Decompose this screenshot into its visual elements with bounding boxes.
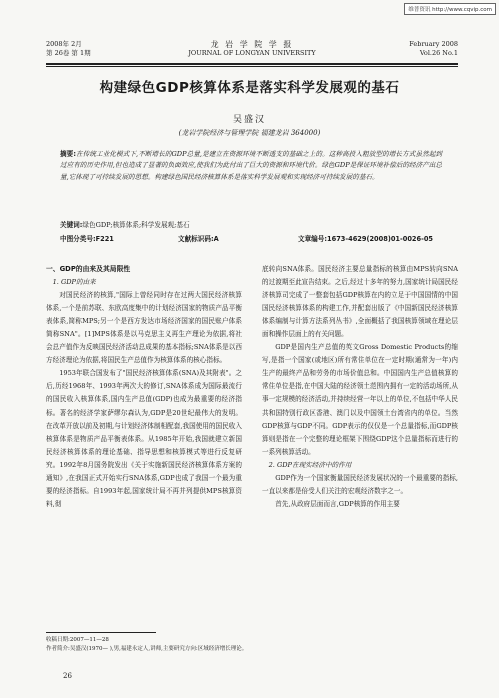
abstract-label: 摘要:	[60, 150, 76, 158]
section-heading: 一、GDP的由来及其局限性	[46, 265, 131, 273]
header-rule-thin	[46, 66, 458, 67]
author-name: 吴盛汉	[232, 115, 266, 125]
left-column	[46, 263, 242, 511]
paragraph: 对国民经济的核算,"国际上曾经同时存在过两大国民经济核算体系,一个是前苏联、东欧高度集中的计划经济国家的物质产品平衡表体系,简称MPS;另一个是西方发达市场经济国家的国民账户体系简称SNA"。[1]MPS体系是以马克思主义再生产理论为依据,将社会总产值作为反映国民经济活动总成果的基本指标;SNA体系是以西方经济理论为依据,将国民生产总值作为核算体系的核心指标。	[46, 291, 242, 365]
paragraph: 底转向SNA体系。国民经济主要总量指标的核算由MPS转向SNA的过渡期至此宣告结束。之后,经过十多年的努力,国家统计局国民经济核算司完成了一整套包括GDP核算在内的立足于中国国情的中国国民经济核算体系的构建工作,并配套出版了《中国新国民经济核算体系编制与计算方法系列丛书》,全面概括了我国核算领域在理论层面和操作层面上的有关问题。	[262, 265, 458, 339]
page-number: 26	[63, 672, 72, 680]
paragraph: GDP作为一个国家衡量国民经济发展状况的一个最重要的指标,一直以来都是倍受人们关注的宏观经济数字之一。	[262, 473, 458, 495]
footnote-rule	[46, 632, 156, 633]
document-code: 文献标识码:A	[178, 235, 219, 243]
keywords-text: 绿色GDP;核算体系;科学发展观;基石	[82, 221, 190, 229]
author-bio: 作者简介:吴盛汉(1970— ),男,福建永定人,讲师,主要研究方向:区域经济增长理论。	[46, 646, 248, 652]
footnotes	[46, 636, 346, 654]
header-rule-thick	[46, 63, 458, 65]
abstract	[60, 149, 442, 183]
author-affiliation: (龙岩学院经济与管理学院 福建龙岩 364000)	[178, 129, 321, 137]
header-issue: 2008年 2月 第 26卷 第 1期	[46, 40, 91, 57]
clc-number: 中图分类号:F221	[60, 235, 114, 243]
article-number: 文章编号:1673-4629(2008)01-0026-05	[298, 235, 434, 243]
journal-header	[46, 40, 458, 62]
subsection-heading: 1. GDP的由来	[52, 278, 96, 287]
subsection-heading: 2. GDP在现实经济中的作用	[268, 460, 352, 469]
paragraph: 首先,从政府层面而言,GDP核算的作用主要	[275, 499, 400, 508]
abstract-text: 在传统工业化模式下,不断增长的GDP总量,是建立在资源环境不断透支的基础之上的。这种高投入粗放型的增长方式虽然起到过应有的历史作用,但也造成了显著的负面效应,使我们为此付出了巨大的资源和环境代价。绿色GDP是保证环境补偿后的经济产出总量,它体现了可持续发展的思想。构建绿色国民经济核算体系是落实科学发展观和实现经济可持续发展的基石。	[60, 150, 442, 181]
header-journal-name: 龙 岩 学 院 学 报 JOURNAL OF LONGYAN UNIVERSITY	[188, 40, 316, 57]
paragraph: 1953年联合国发布了"国民经济核算体系(SNA)及其附表"。之后,历经1968年、1993年两次大的修订,SNA体系成为国际最流行的国民收入核算体系,国内生产总值(GDP)也成为最重要的经济指标。著名的经济学家萨缪尔森认为,GDP是20世纪最伟大的发明。在改革开放以前及初期,与计划经济体制相配套,我国使用的国民收入核算体系是物质产品平衡表体系。从1985年开始,我国就建立新国民经济核算体系的理论基础、指导思想和核算模式等进行反复研究。1992年8月国务院发出《关于实施新国民经济核算体系方案的通知》,在我国正式开始实行SNA体系,GDP也成了我国一个最为重要的经济指标。自1993年起,国家统计局不再并列提供MPS核算资料,彻	[46, 369, 242, 508]
keywords-label: 关键词:	[60, 221, 83, 229]
header-date: February 2008 Vol.26 No.1	[409, 40, 458, 57]
keywords	[60, 219, 442, 229]
article-meta	[60, 233, 442, 243]
article-title: 构建绿色GDP核算体系是落实科学发展观的基石	[99, 80, 400, 96]
paragraph: GDP是国内生产总值的英文Gross Domestic Products的缩写,是指一个国家(或地区)所有常住单位在一定时期(通常为一年)内生产的最终产品和劳务的市场价值总和。中国国内生产总值核算的常住单位是指,在中国大陆的经济领土范围内拥有一定的活动场所,从事一定规模的经济活动,并持续经营一年以上的单位,不包括中华人民共和国特别行政区香港、澳门以及中国领土台湾省内的单位。当然GDP核算与GDP不同。GDP表示的仅仅是一个总量指标,而GDP核算则是指在一个完整的理论框架下围绕GDP这个总量指标而进行的一系列核算活动。	[262, 343, 458, 456]
watermark: 维普资讯 http://www.cqvip.com	[404, 3, 496, 15]
right-column	[262, 263, 458, 511]
received-date: 收稿日期:2007—11—28	[46, 637, 109, 643]
